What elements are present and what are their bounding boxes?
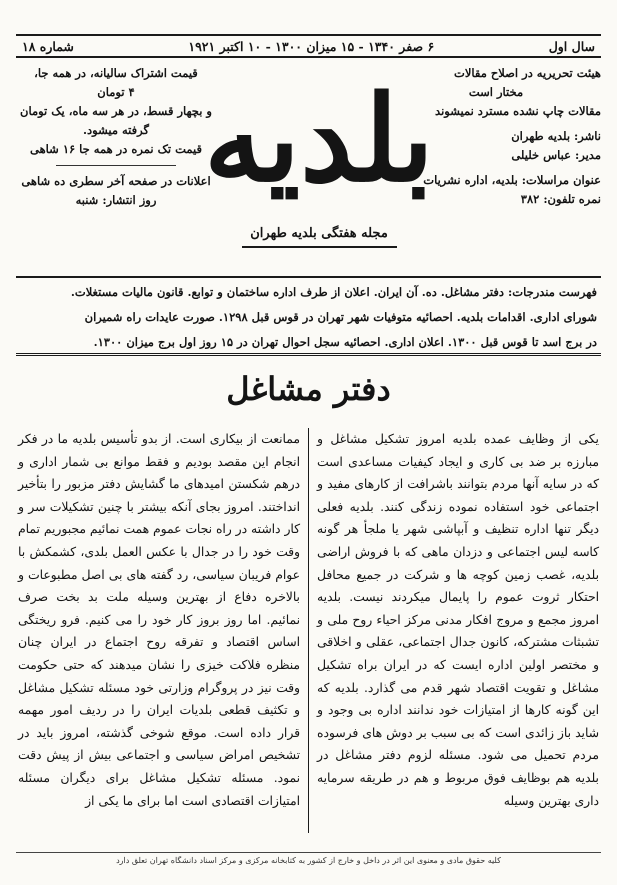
contents-line: شورای اداری. اقدامات بلدیه. احصائیه متوفیات شهر تهران در قوس قبل ۱۲۹۸. صورت عایدات راه شمیران (84, 310, 597, 324)
subtitle-rule (242, 246, 397, 248)
article-text: ممانعت از بیکاری است. از بدو تأسیس بلدیه ما در فکر انجام این مقصد بودیم و فقط موانع بی شمار اداری و درهم شکستن امیدهای ما گشایش دفتر مزبور را بتأخیر انداختند. امروز بجای آنکه بیشتر با چنین تشکیلات سر و کار داشته در راه نجات عموم همت نمائیم مجبوریم تمام وقت خود را در جدال با عکس العمل بلدی، کشمکش با عوام فریبان سیاسی، رد گفته های بی اصل مطبوعات و بالاخره دفاع از بهترین وسیله ملت بد بخت صرف نمائیم. اما روز بروز کار خود را می کنیم. فرو ریختگی اساس اقتصاد و تفرقه روح اجتماع در ایران چنان منظره فلاکت خیزی را نشان میدهند که حتی حکومت وقت نیز در پروگرام وزارتی خود مسئله تشکیل مشاغل و تکثیف قطعی بلدیات ایران را در ردیف امور مهمه قرار داده است. موقع شوخی گذشته، امروز باید در تشخیص امراض سیاسی و اجتماعی بیش از پیش دقت نمود. مسئله تشکیل مشاغل برای دیگران مسئله امتیازات اقتصادی است اما برای ما یکی از (18, 432, 300, 808)
subscription-line: گرفته میشود. (83, 123, 149, 137)
editorial-line: هیئت تحریریه در اصلاح مقالات (454, 66, 601, 80)
article-column-left (18, 428, 300, 812)
volume-label: سال اول (548, 38, 595, 54)
editorial-line: مقالات چاپ نشده مسترد نمیشوند (435, 104, 601, 118)
table-of-contents (16, 276, 601, 356)
article-body (18, 428, 599, 838)
ads-rate: اعلانات در صفحه آخر سطری ده شاهی (21, 174, 211, 188)
subscription-info (16, 64, 216, 210)
subscription-line: قیمت اشتراک سالیانه، در همه جا، (34, 66, 198, 80)
masthead-title: بلدیه (204, 69, 434, 208)
masthead-subtitle: مجله هفتگی بلدیه طهران (250, 226, 388, 241)
phone-line: نمره تلفون: ۳۸۲ (520, 192, 601, 206)
issue-number: شماره ۱۸ (22, 38, 74, 54)
column-divider (308, 428, 309, 833)
address-line: عنوان مراسلات: بلدیه، اداره نشریات (423, 173, 601, 187)
article-column-right (317, 428, 599, 812)
contents-line: در برج اسد تا قوس قبل ۱۳۰۰. اعلان اداری. احصائیه سجل احوال تهران در ۱۵ روز اول برج میزان ۱۳۰۰. (93, 335, 597, 349)
single-copy-price: قیمت تک نمره در همه جا ۱۶ شاهی (30, 142, 202, 156)
issue-dates: ۶ صفر ۱۳۴۰ - ۱۵ میزان ۱۳۰۰ - ۱۰ اکتبر ۱۹۲۱ (188, 38, 435, 54)
editorial-line: مختار است (468, 85, 524, 99)
publication-day: روز انتشار: شنبه (75, 193, 157, 207)
masthead (14, 60, 603, 268)
rights-footer: کلیه حقوق مادی و معنوی این اثر در داخل و خارج از کشور به کتابخانه مرکزی و مرکز اسناد دانشگاه تهران تعلق دارد (16, 852, 601, 874)
article-headline: دفتر مشاغل (226, 370, 391, 408)
publisher-line: ناشر: بلدیه طهران (511, 129, 601, 143)
article-text: یکی از وظایف عمده بلدیه امروز تشکیل مشاغل و مبارزه بر ضد بی کاری و ایجاد کیفیات مساعدی است که در سایه آنها مردم بتوانند باشرافت از کارهای مفید و اجتماعی خود استفاده نموده زندگی کنند. بلدیه فعلی دیگر تنها اداره تنظیف و آبپاشی شهر یا ملجأ هر گونه کاسه لیس اجتماعی و دزدان ماهی که با فروش اراضی بلدیه، غصب زمین کوچه ها و شرکت در جمیع محافل احتکار ثروت عموم را پایمال میکردند نیست. بلدیه امروز مجمع و مروج افکار مدنی مرکز احیاء روح ملی و تشبثات مشترکه، کانون جدال اجتماعی، عقلی و اخلاقی و مختصر اولین اداره ایست که در ایران براه تشکیل مشاغل و تقویت اقتصاد شهر قدم می گذارد. بلدیه که این گونه کارها از امتیازات خود ندانند اداره بی وجود و شاید باز زائدی است که بی سبب بر دوش های فرسوده مردم تحمیل می شود. مسئله لزوم دفتر مشاغل در بلدیه هم بوظایف فوق مربوط و هم در طریقه سرمایه داری بهترین وسیله (317, 432, 599, 808)
subscription-price: ۴ تومان (97, 85, 135, 99)
subscription-line: و بچهار قسط، در هر سه ماه، یک تومان (20, 104, 212, 118)
contents-line: فهرست مندرجات: دفتر مشاغل. ده. آن ایران. اعلان از طرف اداره ساختمان و توابع. قانون مالیات مستغلات. (70, 285, 597, 299)
divider (56, 165, 176, 166)
director-line: مدیر: عباس خلیلی (511, 148, 601, 162)
